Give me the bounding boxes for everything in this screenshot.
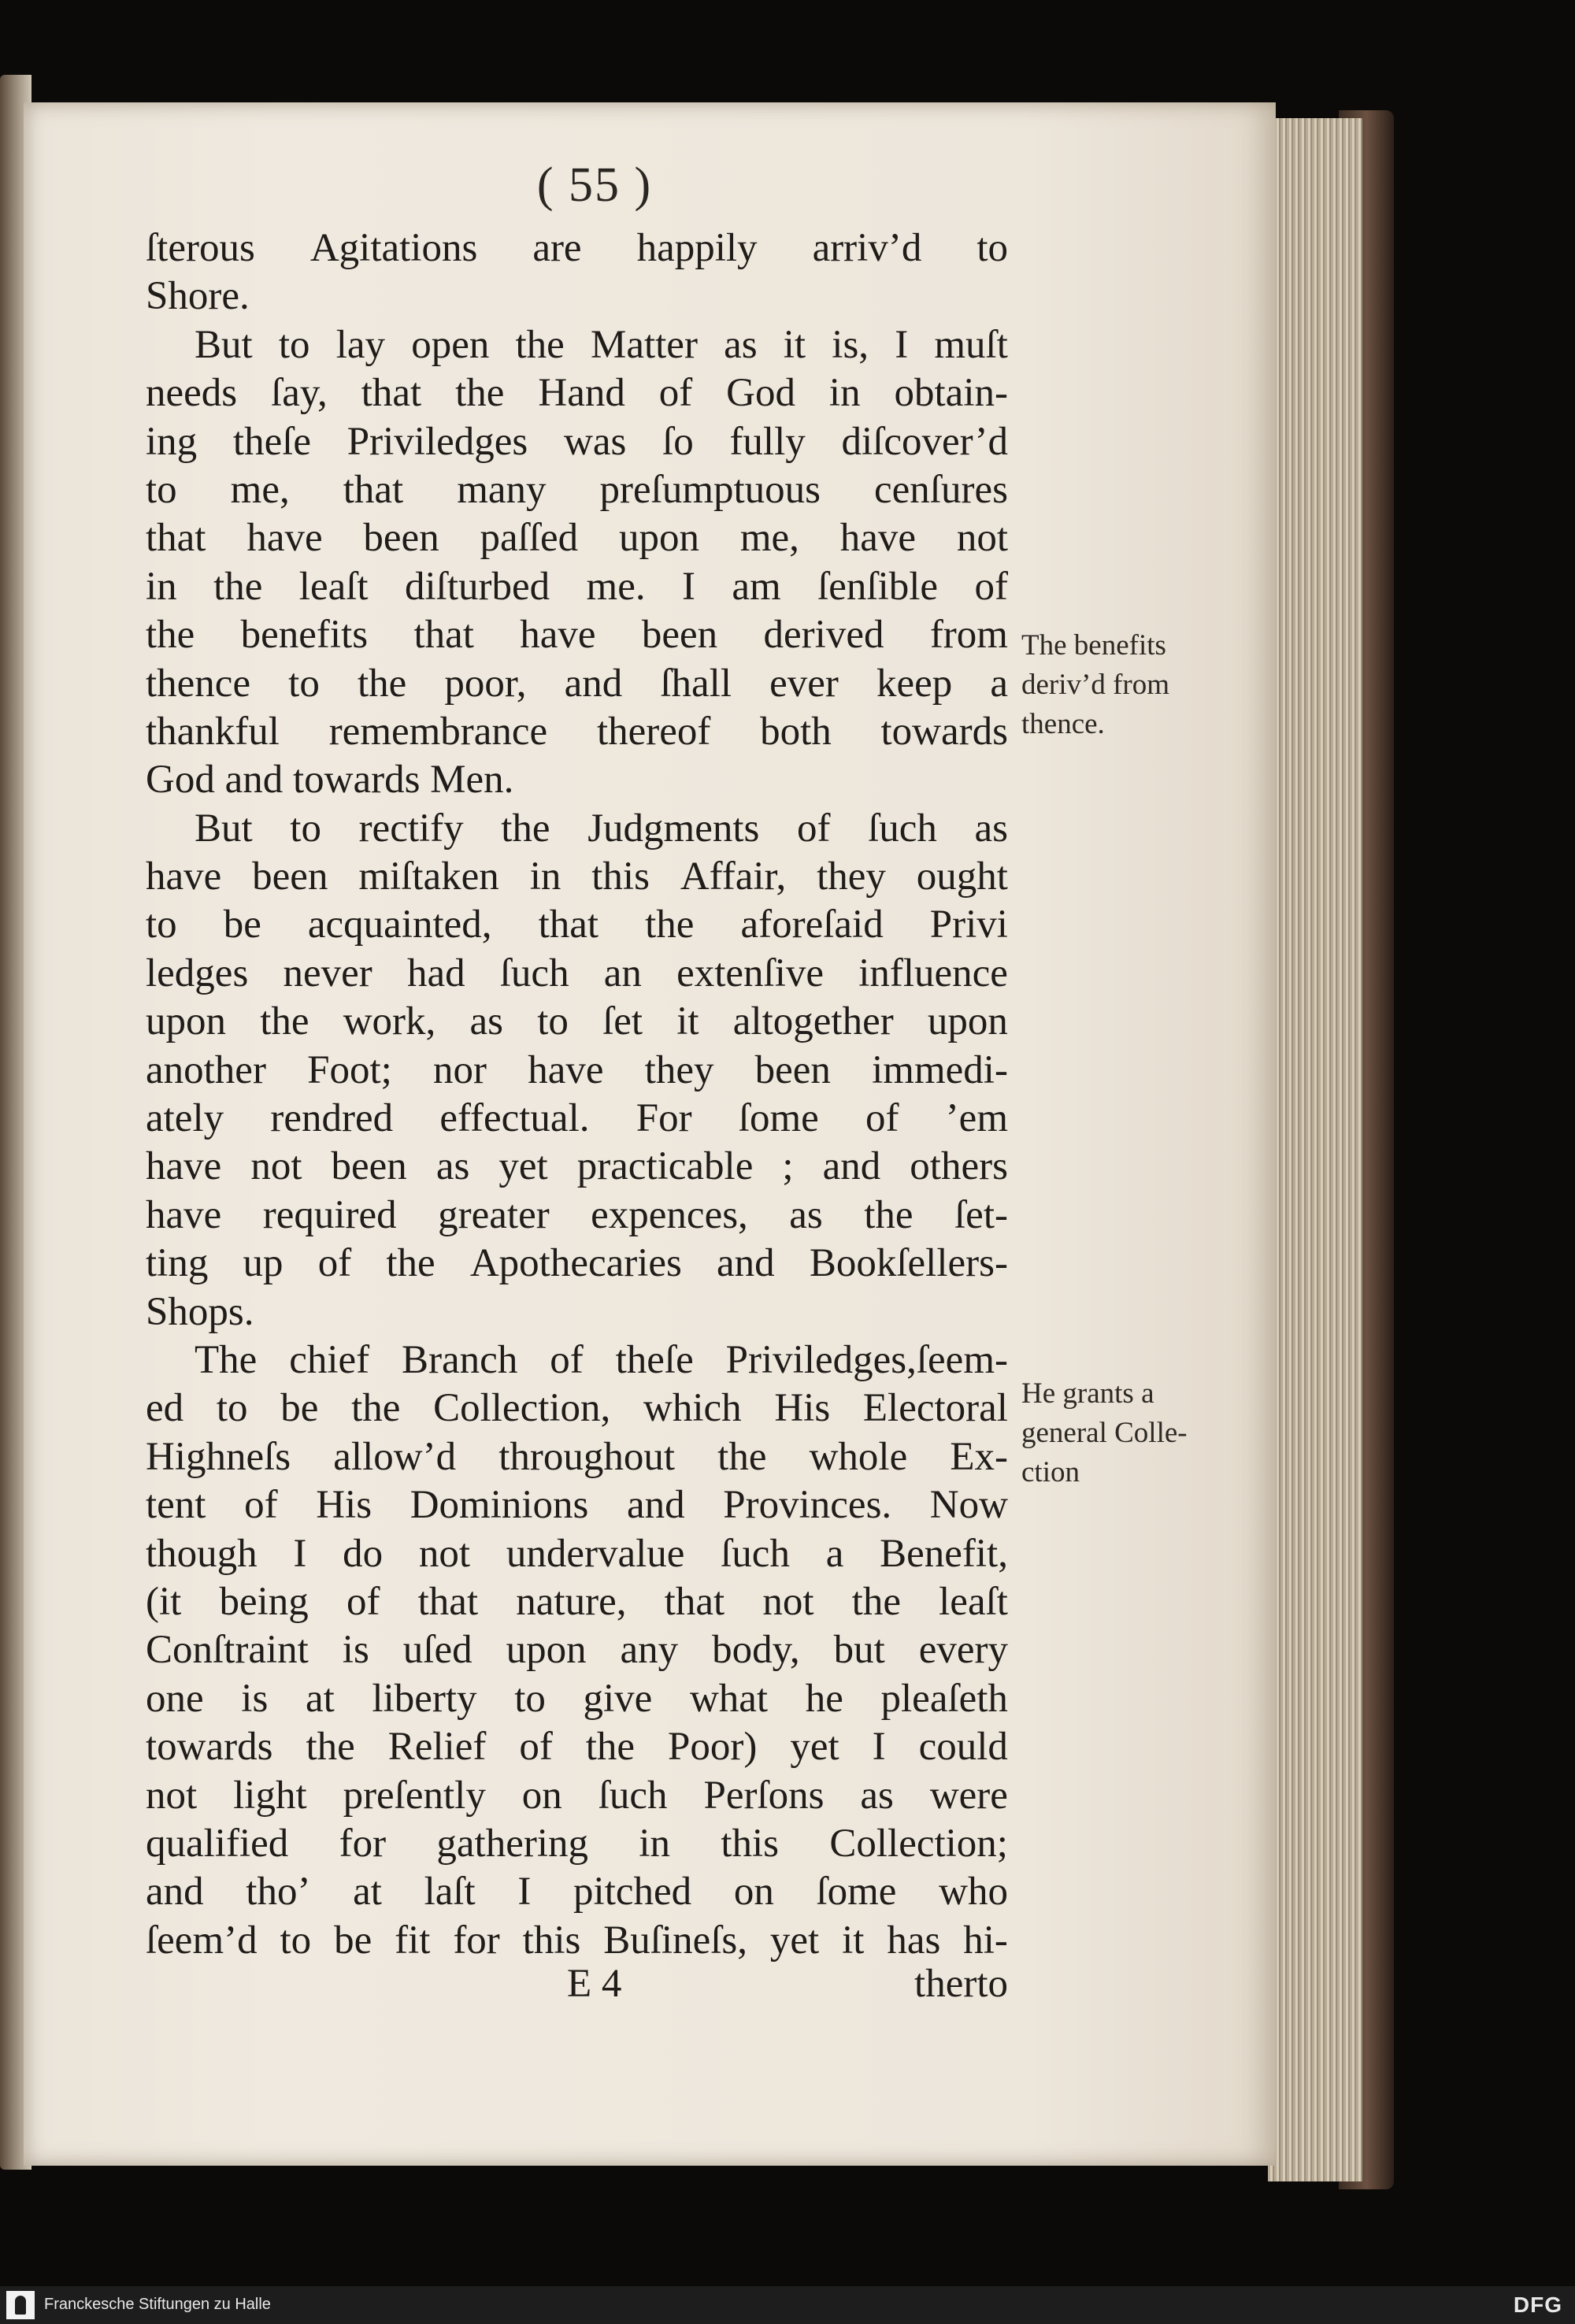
text-line: though I do not undervalue ſuch a Benefit,: [146, 1531, 1008, 1576]
catchword: therto: [914, 1962, 1008, 2006]
viewer-footer: [0, 2286, 1575, 2324]
text-line: ledges never had ſuch an extenſive influence: [146, 951, 1008, 995]
text-line: ſeem’d to be fit for this Buſineſs, yet it has hi-: [146, 1918, 1008, 1963]
margin-note-line: general Colle-: [1021, 1417, 1188, 1449]
text-line: ting up of the Apothecaries and Bookſellers-: [146, 1241, 1008, 1286]
footer-owner-text: Franckesche Stiftungen zu Halle: [44, 2296, 271, 2313]
text-line: upon the work, as to ſet it altogether upon: [146, 999, 1008, 1044]
margin-note-line: ction: [1021, 1456, 1080, 1488]
margin-note-benefits: [1021, 626, 1258, 744]
text-line: and tho’ at laſt I pitched on ſome who: [146, 1870, 1008, 1914]
page-foot: [146, 1961, 1008, 2016]
text-line: God and towards Men.: [146, 758, 514, 802]
text-line: one is at liberty to give what he pleaſeth: [146, 1676, 1008, 1721]
text-line: have been miſtaken in this Affair, they ought: [146, 854, 1008, 899]
text-line: Shops.: [146, 1289, 254, 1334]
text-line: ed to be the Collection, which His Electoral: [146, 1386, 1008, 1431]
text-line: not light preſently on ſuch Perſons as were: [146, 1773, 1008, 1818]
text-line: The chief Branch of theſe Priviledges,ſeem-: [195, 1337, 1008, 1382]
text-line: to me, that many preſumptuous cenſures: [146, 467, 1008, 512]
institution-logo-icon: [6, 2291, 35, 2319]
text-line: ing theſe Priviledges was ſo fully diſcover’d: [146, 419, 1008, 464]
margin-note-line: He grants a: [1021, 1377, 1154, 1410]
margin-note-line: thence.: [1021, 708, 1105, 740]
page-number: ( 55 ): [536, 158, 653, 212]
text-line: qualified for gathering in this Collection;: [146, 1821, 1008, 1866]
text-line: thence to the poor, and ſhall ever keep a: [146, 661, 1008, 706]
body-text: [146, 224, 1008, 1965]
text-line: But to rectify the Judgments of ſuch as: [195, 806, 1008, 851]
text-line: Shore.: [146, 274, 250, 319]
text-line: to be acquainted, that the aforeſaid Privi: [146, 903, 1008, 947]
text-line: tent of His Dominions and Provinces. Now: [146, 1483, 1008, 1528]
text-line: the benefits that have been derived from: [146, 613, 1008, 658]
signature-mark: E 4: [567, 1962, 622, 2006]
margin-note-line: deriv’d from: [1021, 669, 1170, 701]
text-line: another Foot; nor have they been immedi-: [146, 1047, 1008, 1092]
dfg-logo: DFG: [1513, 2292, 1562, 2317]
text-line: Highneſs allow’d throughout the whole Ex-: [146, 1434, 1008, 1479]
text-line: (it being of that nature, that not the leaſt: [146, 1579, 1008, 1624]
text-line: ſterous Agitations are happily arriv’d to: [146, 226, 1008, 270]
text-line: have required greater expences, as the ſet-: [146, 1192, 1008, 1237]
page-edges: [1268, 118, 1362, 2181]
text-line: Conſtraint is uſed upon any body, but every: [146, 1628, 1008, 1673]
margin-note-line: The benefits: [1021, 629, 1166, 662]
text-line: But to lay open the Matter as it is, I muſt: [195, 322, 1008, 367]
text-line: towards the Relief of the Poor) yet I could: [146, 1725, 1008, 1770]
margin-note-collection: [1021, 1374, 1258, 1492]
text-line: in the leaſt diſturbed me. I am ſenſible of: [146, 564, 1008, 609]
text-line: thankful remembrance thereof both towards: [146, 709, 1008, 754]
text-line: have not been as yet practicable ; and others: [146, 1144, 1008, 1189]
text-line: ately rendred effectual. For ſome of ’em: [146, 1096, 1008, 1141]
text-line: that have been paſſed upon me, have not: [146, 516, 1008, 561]
text-line: needs ſay, that the Hand of God in obtain-: [146, 371, 1008, 416]
